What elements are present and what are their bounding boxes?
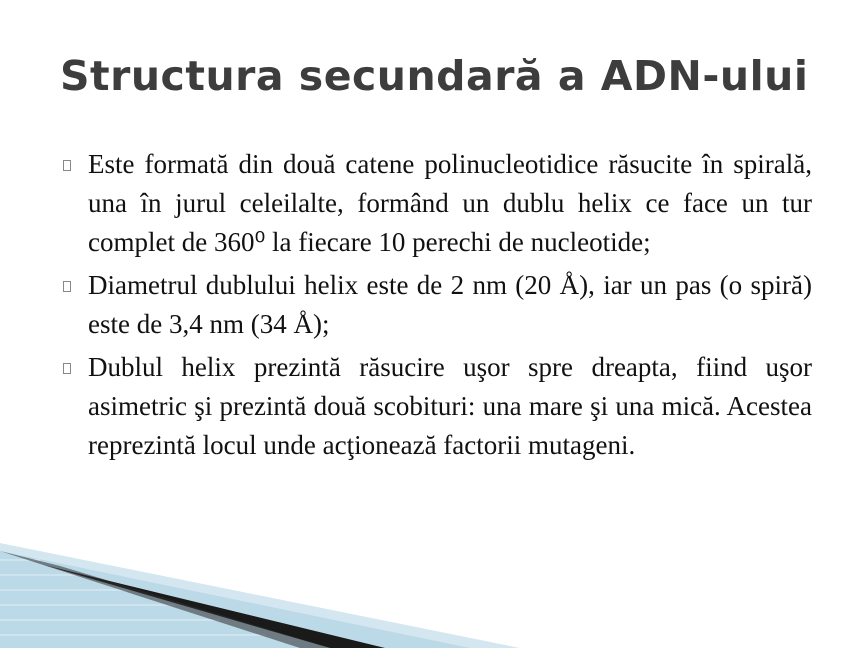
slide-title: Structura secundară a ADN-ului <box>60 52 809 100</box>
bullet-box-icon <box>63 160 71 171</box>
bullet-text: Este formată din două catene polinucleotidice răsucite în spirală, una în jurul celeilalte, formând un dublu helix ce face un tur complet de 360⁰ la fiecare 10 perechi de nucleotide; <box>88 149 812 257</box>
bullet-list <box>56 145 812 469</box>
list-item <box>56 266 812 344</box>
bullet-box-icon <box>63 281 71 292</box>
list-item <box>56 145 812 262</box>
bullet-box-icon <box>63 363 71 374</box>
list-item <box>56 348 812 465</box>
bullet-text: Dublul helix prezintă răsucire uşor spre dreapta, fiind uşor asimetric şi prezintă două scobituri: una mare şi una mică. Acestea reprezintă locul unde acţionează factorii mutageni. <box>88 352 812 460</box>
bullet-text: Diametrul dublului helix este de 2 nm (20 Å), iar un pas (o spiră) este de 3,4 nm (34 Å); <box>88 270 812 339</box>
